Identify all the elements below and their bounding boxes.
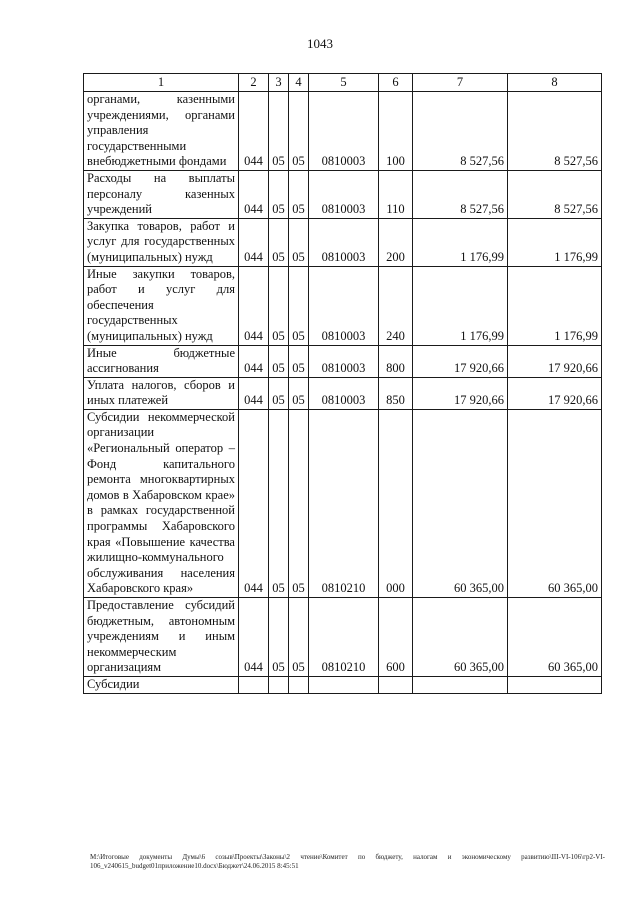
cell-amount: 1 176,99 xyxy=(413,266,508,345)
cell-subsection: 05 xyxy=(289,598,309,677)
column-header: 7 xyxy=(413,74,508,92)
cell-ministry: 044 xyxy=(239,218,269,266)
cell-subsection: 05 xyxy=(289,345,309,377)
cell-expense-type: 110 xyxy=(379,170,413,218)
table-row xyxy=(84,218,602,266)
row-name: Субсидии некоммерческой организации «Региональный оператор – Фонд капитального ремонта многоквартирных домов в Хабаровском крае» в рамках государственной программы Хабаровского края «Повышение качества жилищно-коммунального обслуживания населения Хабаровского края» xyxy=(84,409,239,597)
cell-section: 05 xyxy=(269,409,289,597)
cell-section: 05 xyxy=(269,170,289,218)
table-row xyxy=(84,345,602,377)
cell-target-code: 0810003 xyxy=(309,266,379,345)
cell-ministry: 044 xyxy=(239,598,269,677)
cell-amount xyxy=(413,676,508,693)
cell-subsection: 05 xyxy=(289,409,309,597)
cell-section: 05 xyxy=(269,377,289,409)
cell-expense-type: 100 xyxy=(379,92,413,171)
cell-expense-type: 800 xyxy=(379,345,413,377)
table-row xyxy=(84,598,602,677)
column-header: 8 xyxy=(508,74,602,92)
cell-target-code xyxy=(309,676,379,693)
cell-subsection xyxy=(289,676,309,693)
cell-subsection: 05 xyxy=(289,377,309,409)
row-name: Уплата налогов, сборов и иных платежей xyxy=(84,377,239,409)
cell-amount: 60 365,00 xyxy=(413,598,508,677)
cell-section: 05 xyxy=(269,92,289,171)
cell-amount: 8 527,56 xyxy=(508,170,602,218)
table-row xyxy=(84,92,602,171)
cell-target-code: 0810210 xyxy=(309,598,379,677)
cell-section: 05 xyxy=(269,598,289,677)
table-row xyxy=(84,266,602,345)
row-name: Расходы на выплаты персоналу казенных учреждений xyxy=(84,170,239,218)
row-name: органами, казенными учреждениями, органами управления государственными внебюджетными фондами xyxy=(84,92,239,171)
cell-expense-type: 600 xyxy=(379,598,413,677)
cell-subsection: 05 xyxy=(289,266,309,345)
cell-ministry: 044 xyxy=(239,377,269,409)
page-number: 1043 xyxy=(307,36,333,51)
table-row xyxy=(84,676,602,693)
row-name: Иные закупки товаров, работ и услуг для обеспечения государственных (муниципальных) нужд xyxy=(84,266,239,345)
cell-target-code: 0810210 xyxy=(309,409,379,597)
file-path-footer: M:\Итоговые документы Думы\6 созыв\Проекты\Законы\2 чтение\Комитет по бюджету, налогам и экономическому развитию\III-VI-106\гр2-VI-106_v240615_budget01приложение10.docx\Бюджет\24.06.2015 8:45:51 xyxy=(90,853,605,870)
column-header: 2 xyxy=(239,74,269,92)
cell-amount: 60 365,00 xyxy=(508,598,602,677)
budget-table xyxy=(83,73,602,694)
cell-ministry xyxy=(239,676,269,693)
cell-ministry: 044 xyxy=(239,266,269,345)
cell-expense-type xyxy=(379,676,413,693)
cell-ministry: 044 xyxy=(239,170,269,218)
cell-expense-type: 000 xyxy=(379,409,413,597)
cell-amount: 1 176,99 xyxy=(508,218,602,266)
table-row xyxy=(84,409,602,597)
row-name: Предоставление субсидий бюджетным, автономным учреждениям и иным некоммерческим организациям xyxy=(84,598,239,677)
cell-amount: 8 527,56 xyxy=(413,170,508,218)
cell-target-code: 0810003 xyxy=(309,345,379,377)
cell-ministry: 044 xyxy=(239,345,269,377)
cell-expense-type: 850 xyxy=(379,377,413,409)
cell-subsection: 05 xyxy=(289,170,309,218)
row-name: Иные бюджетные ассигнования xyxy=(84,345,239,377)
cell-subsection: 05 xyxy=(289,218,309,266)
cell-section: 05 xyxy=(269,266,289,345)
cell-target-code: 0810003 xyxy=(309,218,379,266)
row-name: Закупка товаров, работ и услуг для государственных (муниципальных) нужд xyxy=(84,218,239,266)
cell-section xyxy=(269,676,289,693)
cell-target-code: 0810003 xyxy=(309,170,379,218)
column-header: 6 xyxy=(379,74,413,92)
cell-ministry: 044 xyxy=(239,409,269,597)
table-row xyxy=(84,377,602,409)
cell-amount: 17 920,66 xyxy=(508,345,602,377)
cell-expense-type: 200 xyxy=(379,218,413,266)
cell-target-code: 0810003 xyxy=(309,92,379,171)
cell-expense-type: 240 xyxy=(379,266,413,345)
cell-section: 05 xyxy=(269,218,289,266)
cell-section: 05 xyxy=(269,345,289,377)
cell-target-code: 0810003 xyxy=(309,377,379,409)
cell-amount: 8 527,56 xyxy=(413,92,508,171)
cell-amount: 8 527,56 xyxy=(508,92,602,171)
row-name: Субсидии xyxy=(84,676,239,693)
cell-amount: 17 920,66 xyxy=(413,345,508,377)
column-header: 5 xyxy=(309,74,379,92)
cell-amount: 60 365,00 xyxy=(413,409,508,597)
cell-amount: 1 176,99 xyxy=(413,218,508,266)
cell-amount: 17 920,66 xyxy=(413,377,508,409)
column-header: 3 xyxy=(269,74,289,92)
cell-amount: 17 920,66 xyxy=(508,377,602,409)
table-header-row xyxy=(84,74,602,92)
column-header: 4 xyxy=(289,74,309,92)
cell-ministry: 044 xyxy=(239,92,269,171)
cell-amount: 60 365,00 xyxy=(508,409,602,597)
cell-amount xyxy=(508,676,602,693)
table-row xyxy=(84,170,602,218)
cell-subsection: 05 xyxy=(289,92,309,171)
cell-amount: 1 176,99 xyxy=(508,266,602,345)
column-header: 1 xyxy=(84,74,239,92)
